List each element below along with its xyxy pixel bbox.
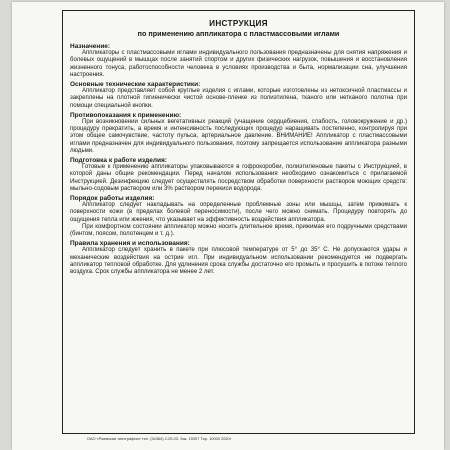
section-heading: Правила хранения и использования: bbox=[70, 240, 190, 248]
section-paragraph: Аппликатор представляет собой круглые изделия с иглами, которые изготовлены из нетоксичной пластмассы и закреплены на плотной гигиенически чистой основе-пленке из полиэтилена, тканого или нетканого полотна при помощи специальной кнопки. bbox=[70, 88, 407, 109]
section-paragraph: Аппликатор следует хранить в пакете при плюсовой температуре от 5° до 35° С. Не допускаются удары и механические воздействия на острие игл. При индивидуальном использовании рекомендуется не подвергать аппликатор тепловой обработке. Для удлинения срока службы достаточно его промыть и просушить в потоке теплого воздуха. Срок службы аппликатора не менее 2 лет. bbox=[70, 247, 407, 275]
section-heading: Порядок работы изделия: bbox=[70, 195, 155, 202]
section-storage bbox=[70, 240, 407, 276]
section-contraindications bbox=[70, 112, 407, 155]
document-subtitle: по применению аппликатора с пластмассовыми иглами bbox=[137, 29, 340, 38]
paper-sheet bbox=[12, 2, 444, 450]
section-usage bbox=[70, 195, 407, 238]
section-heading: Подготовка к работе изделия: bbox=[70, 157, 167, 164]
section-specs bbox=[70, 81, 407, 110]
section-paragraph: При возникновении сильных вегетативных реакций (учащение сердцебиения, слабость, головокружение и др.) процедуру прекратить, а время и интенсивность последующих процедур наращивать постепенно, контролируя при этом общее самочувствие, частоту пульса, артериальное давление. ВНИМАНИЕ! Аппликатор с пластмассовыми иглами предназначен для индивидуального пользования, поэтому запрещается использование аппликатора разными людьми. bbox=[70, 118, 407, 154]
section-paragraph: Аппликаторы с пластмассовыми иглами индивидуального пользования предназначены для снятия напряжения и болевых ощущений в мышцах после занятий спортом и других физических нагрузок, повышения и восстановления жизненного тонуса, работоспособности человека в условиях производства и быта, нормализации сна, улучшения настроения. bbox=[70, 50, 407, 78]
section-paragraph: Готовые к применению аппликаторы упаковываются в гофрокоробки, полиэтиленовые пакеты с Инструкцией, в которой даны общие рекомендации. Перед началом использования необходимо ознакомиться с прилагаемой Инструкцией. Дезинфекцию следует осуществлять посредством обработки поверхности растворов моющих средств: мыльно-содовым раствором или 3% раствором перекиси водорода. bbox=[70, 164, 407, 192]
section-heading: Назначение: bbox=[70, 43, 111, 50]
section-purpose bbox=[70, 43, 407, 79]
printer-imprint: ОАО «Ржевская типография» тел. (34364) 2-25-03, Зак. 15397 Тир. 10000 2020г bbox=[87, 436, 232, 441]
section-paragraph: При комфортном состоянии аппликатор можно носить длительное время, прижимая его подручными средствами (бинтом, поясом, полотенцем и т. д.). bbox=[70, 223, 407, 237]
section-preparation bbox=[70, 157, 407, 193]
section-heading: Противопоказания к применению: bbox=[70, 111, 182, 119]
section-heading: Основные технические характеристики: bbox=[70, 81, 201, 88]
document-title: ИНСТРУКЦИЯ bbox=[209, 19, 268, 28]
instruction-frame bbox=[62, 10, 415, 434]
section-paragraph: Аппликатор следует накладывать на определенные проблемные зоны или мышцы, затем прижимать к поверхности кожи (в пределах болевой переносимости), после чего можно снимать. Процедуру повторять до ощущения тепла или жжения, что указывает на эффективность воздействия аппликатора. bbox=[70, 202, 407, 223]
